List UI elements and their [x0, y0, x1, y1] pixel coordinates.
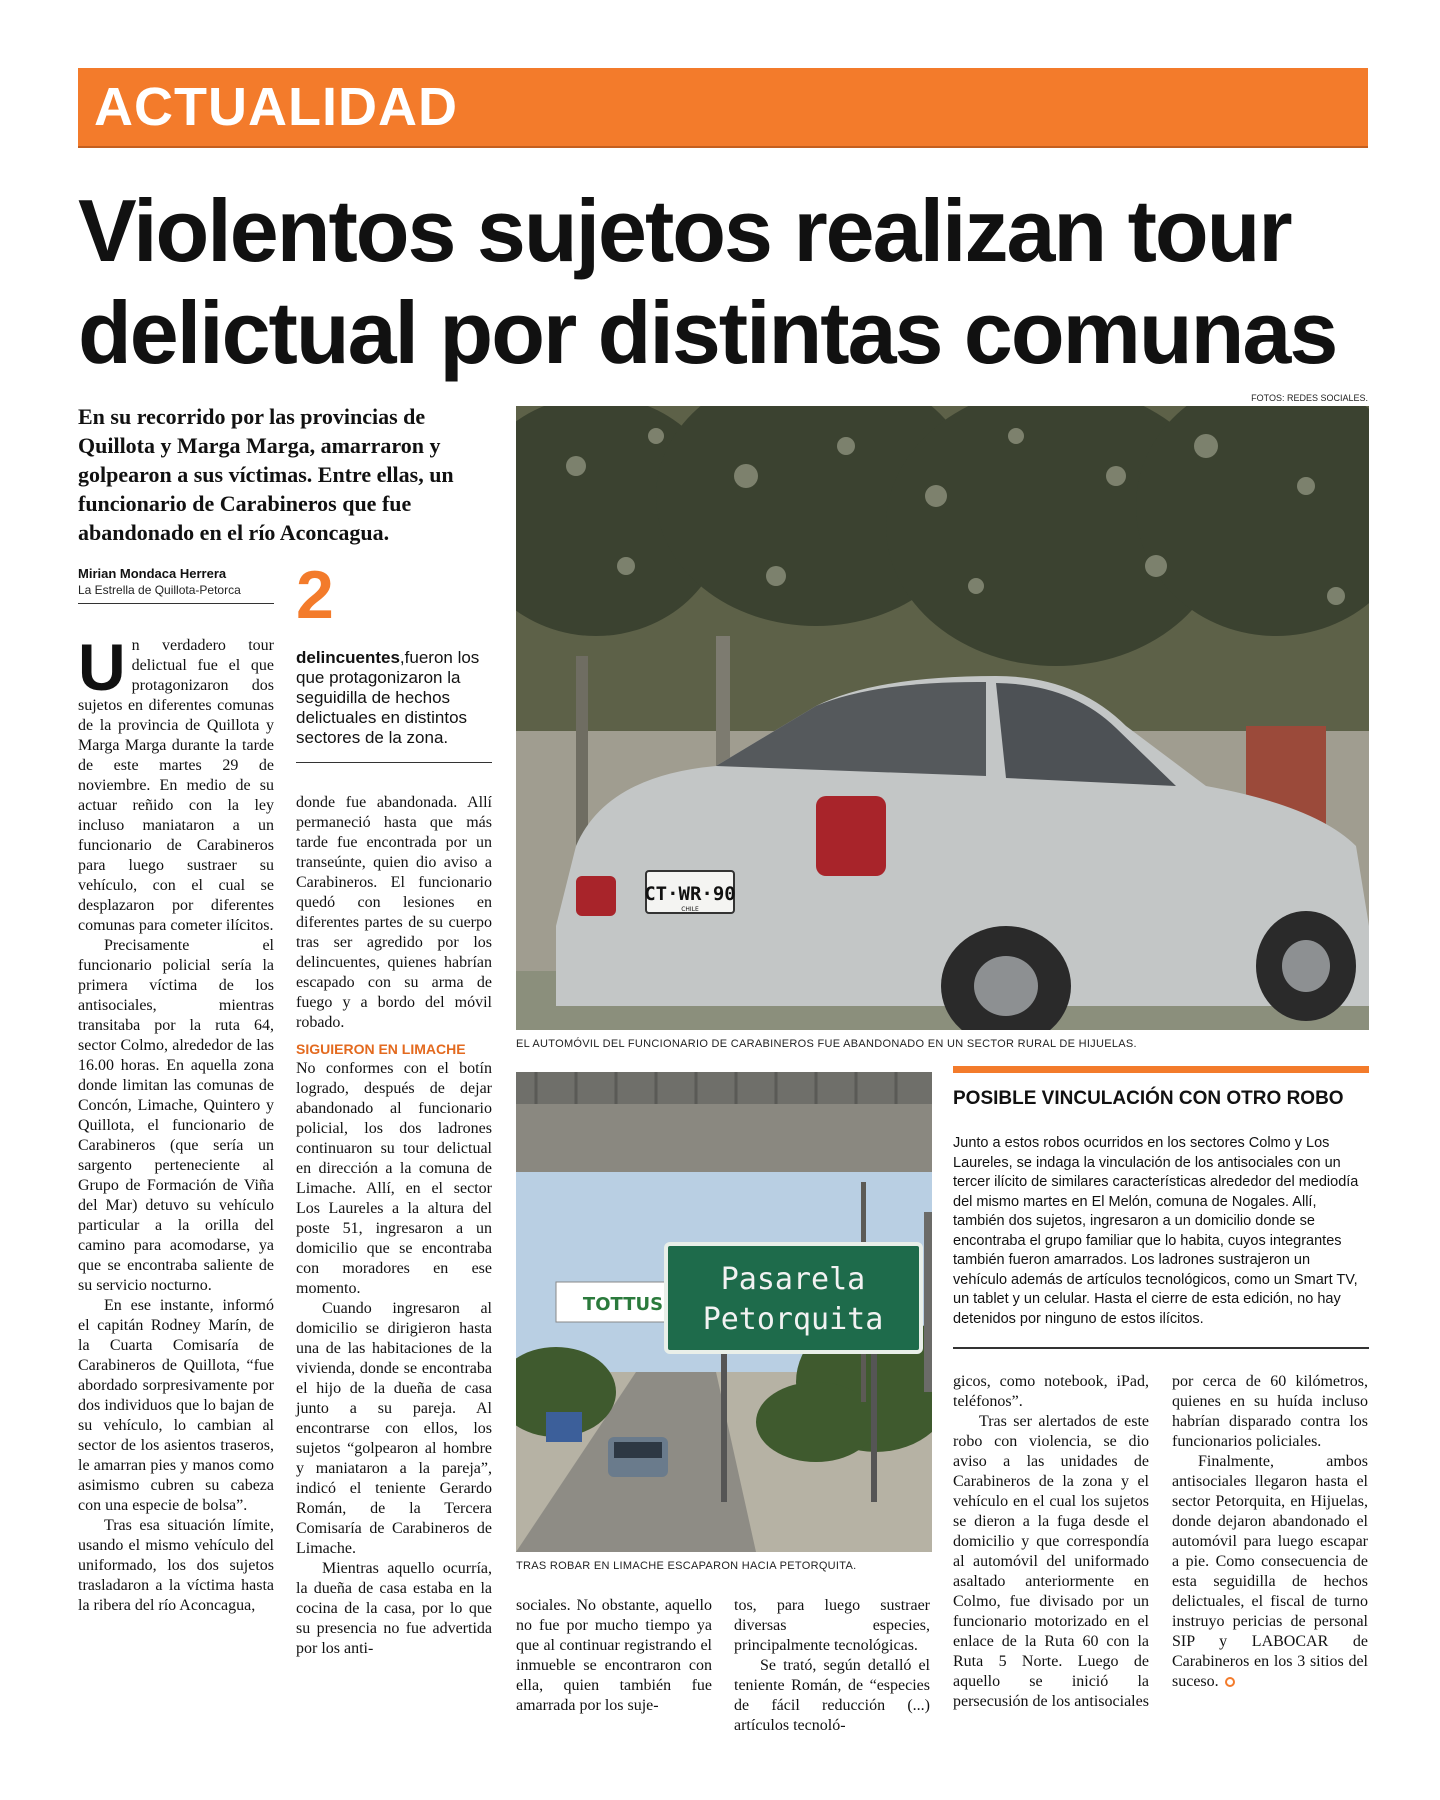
section-label: ACTUALIDAD	[94, 77, 458, 137]
article-paragraph: tos, para luego sustraer diversas especies, principalmente tecnológicas.	[734, 1597, 930, 1654]
stat-callout	[296, 648, 492, 763]
article-paragraph: donde fue abandonada. Allí permaneció hasta que más tarde fue encontrada por un transeúnte, quien dio aviso a Carabineros. El funcionario quedó con lesiones en diferentes partes de su cuerpo tras ser agredido por los delincuentes, quienes habrían escapado con su arma de fuego y a bordo del móvil robado.	[296, 794, 492, 1031]
photo-caption-car: EL AUTOMÓVIL DEL FUNCIONARIO DE CARABINEROS FUE ABANDONADO EN UN SECTOR RURAL DE HIJUELAS.	[516, 1038, 1137, 1050]
billboard-text: TOTTUS	[582, 1294, 664, 1315]
byline	[78, 566, 274, 604]
article-paragraph: Se trató, según detalló el teniente Román, de “especies de fácil reducción (...) artículos tecnoló-	[734, 1657, 930, 1734]
dropcap: U	[78, 630, 126, 704]
stat-text: ,fueron los que protagonizaron la seguidilla de hechos delictuales en distintos sectores de la zona.	[296, 648, 480, 747]
subhead: SIGUIERON EN LIMACHE	[296, 1041, 466, 1057]
lead-paragraph: En su recorrido por las provincias de Quillota y Marga Marga, amarraron y golpearon a sus víctimas. Entre ellas, un funcionario de Carabineros que fue abandonado en el río Aconcagua.	[78, 404, 454, 545]
article-paragraph: Tras esa situación límite, usando el mismo vehículo del uniformado, los dos sujetos trasladaron a la víctima hasta la ribera del río Aconcagua,	[78, 1517, 274, 1614]
article-paragraph: En ese instante, informó el capitán Rodney Marín, de la Cuarta Comisaría de Carabineros de Quillota, “fue abordado sorpresivamente por dos individuos que lo bajan de su vehículo, lo cambian al sector de los asientos traseros, le amarran pies y manos como asimismo cubren su cabeza con una especie de bolsa”.	[78, 1297, 274, 1514]
photo-credit: FOTOS: REDES SOCIALES.	[1251, 393, 1368, 403]
article-paragraph: sociales. No obstante, aquello no fue por mucho tiempo ya que al continuar registrando el inmueble se encontraron con ella, quien también fue amarrada por los suje-	[516, 1597, 712, 1714]
sidebar-rule	[953, 1066, 1369, 1073]
photo-caption-road: TRAS ROBAR EN LIMACHE ESCAPARON HACIA PETORQUITA.	[516, 1560, 857, 1572]
stat-number: 2	[296, 557, 334, 633]
sidebar-text: Junto a estos robos ocurridos en los sectores Colmo y Los Laureles, se indaga la vinculación de los antisociales con un tercer ilícito de similares características alrededor del mediodía del mismo martes en El Melón, comuna de Nogales. Allí, también dos sujetos, ingresaron a un domicilio donde se encontraba el grupo familiar que lo habita, cuyos integrantes también fueron amarrados. Los ladrones sustrajeron un vehículo además de artículos tecnológicos, como un Smart TV, un tablet y un celular. Hasta el cierre de esta edición, no hay detenidos por ninguno de estos ilícitos.	[953, 1135, 1359, 1327]
article-paragraph: Precisamente el funcionario policial sería la primera víctima de los antisociales, mientras transitaba por la ruta 64, sector Colmo, alrededor de las 16.00 horas. En aquella zona donde limitan las comunas de Concón, Limache, Quintero y Quillota, el funcionario de Carabineros (que sería un sargento perteneciente al Grupo de Formación de Viña del Mar) detuvo su vehículo particular a la orilla del camino para acomodarse, ya que se encontraba saliente de su servicio nocturno.	[78, 937, 274, 1294]
headline: Violentos sujetos realizan tour delictual por distintas comunas	[78, 181, 1337, 382]
sidebar-bottom-rule	[953, 1347, 1369, 1349]
article-column-6	[1172, 1372, 1368, 1692]
article-paragraph: Mientras aquello ocurría, la dueña de casa estaba en la cocina de la casa, por lo que su presencia no fue advertida por los anti-	[296, 1560, 492, 1657]
article-paragraph: Tras ser alertados de este robo con violencia, se dio aviso a las unidades de Carabineros de la zona y el vehículo en el cual los sujetos se dieron a la fuga desde el domicilio y que correspondía al automóvil del uniformado asaltado anteriormente en Colmo, fue divisado por un funcionario motorizado en el enlace de la Ruta 60 con la Ruta 5 Norte. Luego de aquello se inició la persecusión de los antisociales	[953, 1413, 1149, 1710]
sidebar-title: POSIBLE VINCULACIÓN CON OTRO ROBO	[953, 1088, 1344, 1109]
stat-bold: delincuentes	[296, 648, 400, 667]
article-column-3	[516, 1596, 712, 1716]
article-column-4	[734, 1596, 930, 1736]
byline-author: Mirian Mondaca Herrera	[78, 566, 227, 581]
sign-line-2: Petorquita	[702, 1302, 884, 1337]
article-paragraph: por cerca de 60 kilómetros, quienes en su huída incluso habrían disparado contra los funcionarios policiales.	[1172, 1373, 1368, 1450]
license-plate: CT·WR·90	[644, 883, 736, 905]
article-column-2	[296, 793, 492, 1659]
article-paragraph: gicos, como notebook, iPad, teléfonos”.	[953, 1373, 1149, 1410]
sign-line-1: Pasarela	[720, 1262, 866, 1297]
article-paragraph: Finalmente, ambos antisociales llegaron hasta el sector Petorquita, en Hijuelas, donde dejaron abandonado el automóvil para luego escapar a pie. Como consecuencia de esta seguidilla de hechos delictuales, el fiscal de turno instruyo pericias de personal SIP y LABOCAR de Carabineros en los 3 sitios del suceso.	[1172, 1453, 1368, 1690]
article-paragraph: n verdadero tour delictual fue el que protagonizaron dos sujetos en diferentes comunas de la provincia de Quillota y Marga Marga durante la tarde de este martes 29 de noviembre. En medio de su actuar reñido con la ley incluso maniataron a un funcionario de Carabineros para luego sustraer su vehículo, con el cual se desplazaron por diferentes comunas para cometer ilícitos.	[78, 637, 274, 934]
article-paragraph: Cuando ingresaron al domicilio se dirigieron hasta una de las habitaciones de la vivienda, donde se encontraba el hijo de la dueña de casa junto a su pareja. Al encontrarse con ellos, los sujetos “golpearon al hombre y maniataron a la pareja”, indicó el teniente Gerardo Román, de la Tercera Comisaría de Carabineros de Limache.	[296, 1300, 492, 1557]
photo-car	[516, 406, 1369, 1030]
byline-outlet: La Estrella de Quillota-Petorca	[78, 583, 241, 597]
article-column-5	[953, 1372, 1149, 1712]
license-plate-country: CHILE	[681, 906, 699, 913]
article-paragraph: No conformes con el botín logrado, después de dejar abandonado al funcionario policial, los dos ladrones continuaron su tour delictual en dirección a la comuna de Limache. Allí, en el sector Los Laureles a la altura del poste 51, ingresaron a un domicilio que se encontraba con moradores en ese momento.	[296, 1060, 492, 1297]
section-banner	[78, 68, 1368, 148]
photo-road-sign	[516, 1072, 932, 1552]
end-mark-icon	[1225, 1677, 1235, 1687]
article-column-1	[78, 630, 274, 1616]
